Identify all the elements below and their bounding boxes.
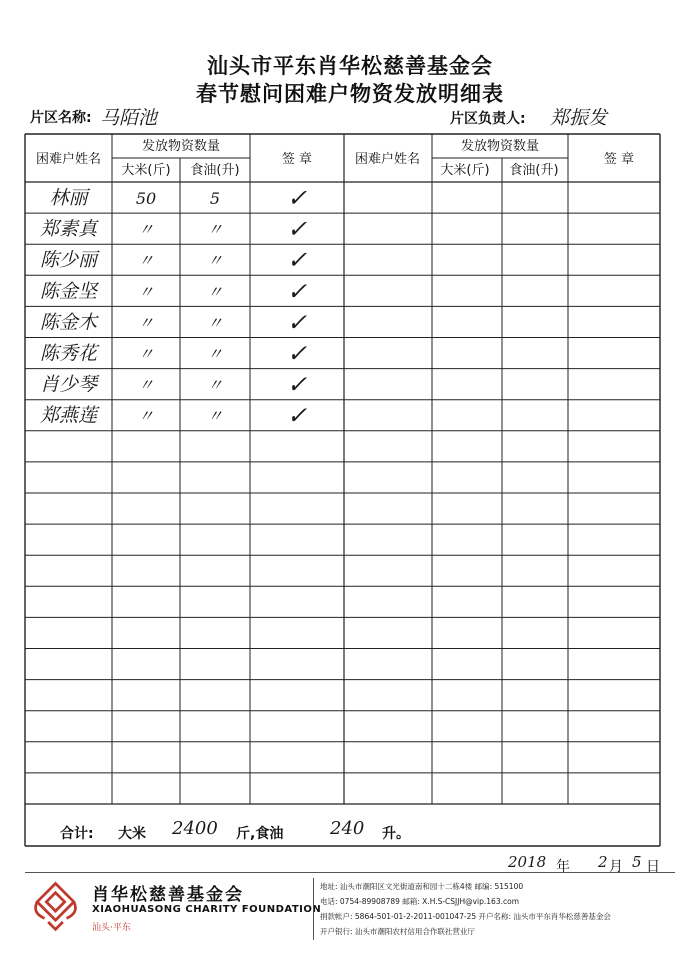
oil-qty: 5 bbox=[209, 189, 221, 208]
signature-check: ✓ bbox=[286, 215, 308, 244]
oil-qty: 〃 bbox=[206, 282, 224, 302]
oil-qty: 〃 bbox=[206, 406, 224, 426]
col-header-rice: 大米(斤) bbox=[440, 163, 490, 178]
rice-qty: 〃 bbox=[137, 406, 155, 426]
recipient-name: 陈少丽 bbox=[39, 249, 98, 272]
brand-name-cn: 肖华松慈善基金会 bbox=[92, 885, 244, 905]
col-header-sign: 签 章 bbox=[603, 152, 635, 167]
footer-phone: 电话: 0754-89908789 邮箱: X.H.S-CSJJH@vip.163.com bbox=[320, 897, 519, 906]
rice-qty: 〃 bbox=[137, 313, 155, 333]
footer-bank: 开户银行: 汕头市潮阳农村信用合作联社营业厅 bbox=[320, 927, 475, 936]
oil-qty: 〃 bbox=[206, 313, 224, 333]
manager-value: 郑振发 bbox=[550, 107, 608, 129]
manager-label: 片区负责人: bbox=[450, 111, 526, 127]
oil-qty: 〃 bbox=[206, 375, 224, 395]
rice-qty: 〃 bbox=[137, 282, 155, 302]
col-header-oil: 食油(升) bbox=[190, 163, 240, 178]
col-header-name: 困难户姓名 bbox=[354, 152, 421, 167]
footer-divider bbox=[25, 872, 675, 873]
footer-address: 地址: 汕头市潮阳区文光街道南和园十二栋4楼 邮编: 515100 bbox=[320, 882, 524, 891]
footer-separator bbox=[313, 878, 314, 940]
signature-check: ✓ bbox=[286, 308, 308, 337]
recipient-name: 林丽 bbox=[49, 187, 88, 209]
total-oil-value: 240 bbox=[330, 818, 365, 839]
oil-qty: 〃 bbox=[206, 344, 224, 364]
signature-check: ✓ bbox=[286, 370, 308, 399]
brand-location: 汕头·平东 bbox=[92, 923, 131, 933]
signature-check: ✓ bbox=[286, 246, 308, 275]
col-header-goods: 发放物资数量 bbox=[141, 139, 221, 154]
oil-qty: 〃 bbox=[206, 220, 224, 240]
recipient-name: 郑素真 bbox=[39, 218, 98, 241]
rice-qty: 〃 bbox=[137, 344, 155, 364]
rice-qty: 〃 bbox=[137, 375, 155, 395]
area-label: 片区名称: bbox=[30, 110, 92, 126]
date-year-unit: 年 bbox=[556, 859, 570, 875]
signature-check: ✓ bbox=[286, 339, 308, 368]
area-value: 马陌池 bbox=[100, 107, 158, 129]
recipient-name: 陈秀花 bbox=[39, 342, 98, 365]
foundation-logo-icon bbox=[28, 878, 83, 933]
document-subtitle: 春节慰问困难户物资发放明细表 bbox=[196, 81, 504, 106]
date-month: 2 bbox=[598, 853, 608, 871]
rice-qty: 〃 bbox=[137, 251, 155, 271]
total-rice-unit: 斤,食油 bbox=[236, 826, 284, 842]
total-oil-unit: 升。 bbox=[382, 826, 410, 842]
col-header-goods: 发放物资数量 bbox=[460, 139, 540, 154]
recipient-name: 肖少琴 bbox=[39, 373, 98, 396]
recipient-name: 陈金坚 bbox=[39, 280, 98, 303]
date-day: 5 bbox=[632, 853, 642, 871]
total-rice-label: 大米 bbox=[118, 826, 146, 842]
total-label: 合计: bbox=[60, 826, 94, 842]
oil-qty: 〃 bbox=[206, 251, 224, 271]
recipient-name: 陈金木 bbox=[39, 311, 98, 334]
date-year: 2018 bbox=[508, 853, 547, 871]
col-header-sign: 签 章 bbox=[281, 152, 313, 167]
recipient-name: 郑燕莲 bbox=[39, 404, 98, 427]
signature-check: ✓ bbox=[286, 184, 308, 212]
footer-account: 捐款帐户: 5864-501-01-2-2011-001047-25 开户名称: 汕头市平东肖华松慈善基金会 bbox=[320, 912, 611, 921]
brand-name-en: XIAOHUASONG CHARITY FOUNDATION bbox=[92, 904, 322, 915]
document-title: 汕头市平东肖华松慈善基金会 bbox=[207, 53, 493, 78]
col-header-oil: 食油(升) bbox=[509, 163, 559, 178]
rice-qty: 50 bbox=[135, 189, 157, 208]
col-header-rice: 大米(斤) bbox=[121, 163, 171, 178]
signature-check: ✓ bbox=[286, 277, 308, 306]
signature-check: ✓ bbox=[286, 401, 308, 430]
col-header-name: 困难户姓名 bbox=[35, 152, 102, 167]
total-rice-value: 2400 bbox=[172, 818, 218, 839]
rice-qty: 〃 bbox=[137, 220, 155, 240]
date-day-unit: 日 bbox=[646, 859, 660, 875]
date-month-unit: 月 bbox=[609, 859, 623, 875]
